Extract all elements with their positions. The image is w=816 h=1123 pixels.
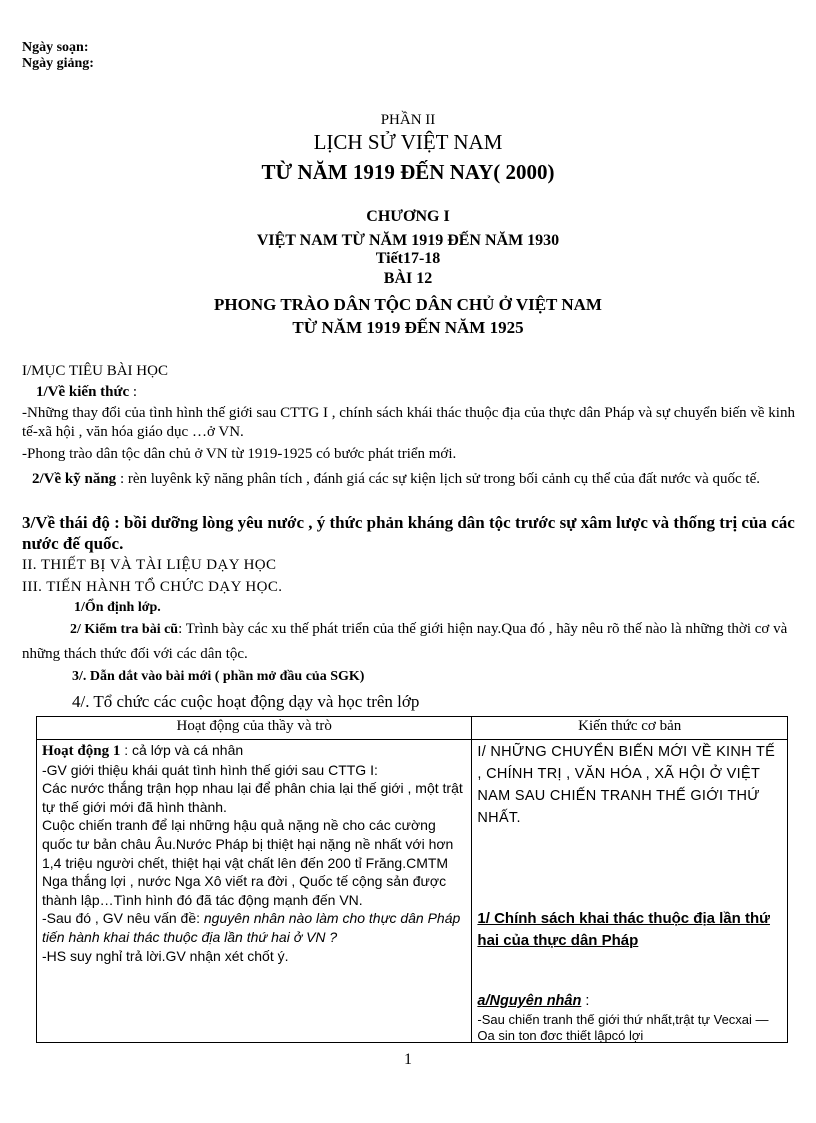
knowledge-text-1: -Những thay đổi của tình hình thế giới sau CTTG I , chính sách khái thác thuộc địa của thực dân Pháp và sự chuyển biến về kinh tế-xã hội , văn hóa giáo dục …ở VN. [22,405,795,440]
activity-line-4 [42,909,466,946]
cause-subheading [477,990,589,1012]
step4-text: 4/. Tổ chức các cuộc hoạt động dạy và học trên lớp [72,692,420,711]
skill-paragraph [22,470,802,489]
policy-subheading [477,908,772,952]
activity-line-3: Cuộc chiến tranh để lại những hậu quả nặng nề cho các cường quốc tư bản châu Âu.Nước Pháp bị thiệt hại nặng nề nhất với hơn 1,4 triệu người chết, thiệt hại vật chất lên đến 200 tỉ Frăng.CMTM Nga thắng lợi , nước Nga Xô viết ra đời , Quốc tế cộng sản được thành lập…Tình hình đó đã tác động mạnh đến VN. [42,817,454,908]
activity-label: Hoạt động 1 [42,743,121,759]
knowledge-heading [36,383,816,402]
skill-text: : rèn luyênk kỹ năng phân tích , đánh giá các sự kiện lịch sử trong bối cảnh cụ thể của đất nước và quốc tế. [116,471,760,487]
knowledge-label: 1/Về kiến thức [36,384,130,400]
lesson-title: PHONG TRÀO DÂN TỘC DÂN CHỦ Ở VIỆT NAM [214,295,602,314]
equipment-heading: II. THIẾT BỊ VÀ TÀI LIỆU DẠY HỌC [22,557,277,573]
cause-colon: : [581,993,590,1009]
date-header [22,40,94,72]
question-text: nguyên nhân nào làm cho thực dân Pháp tiến hành khai thác thuộc địa lần thứ hai ở VN ? [42,910,461,945]
cause-text: -Sau chiến tranh thế giới thứ nhất,trật tự Vecxai — Oa sin ton đơc thiết lậpcó lợi [477,1012,769,1043]
activity-line-5: -HS suy nghỉ trả lời.GV nhận xét chốt ý. [42,947,289,964]
lesson-title-years: TỪ NĂM 1919 ĐẾN NĂM 1925 [292,318,524,337]
main-subtitle: TỪ NĂM 1919 ĐẾN NAY( 2000) [261,160,555,184]
attitude-paragraph [22,512,802,554]
attitude-label: 3/Về thái độ [22,513,110,532]
policy-subheading-text: 1/ Chính sách khai thác thuộc địa lần thứ hai của thực dân Pháp [477,910,770,949]
step2-text: : Trình bày các xu thế phát triển của thế giới hiện nay.Qua đó , hãy nêu rõ thế nào là những thời cơ và những thách thức đối với các dân tộc. [22,621,788,662]
table-row [37,740,788,1043]
knowledge-text-2: -Phong trào dân tộc dân chủ ở VN từ 1919-1925 có bước phát triển mới. [22,446,457,462]
chapter-label: CHƯƠNG I [366,208,450,225]
step2-paragraph [22,617,802,666]
procedure-heading: III. TIẾN HÀNH TỔ CHỨC DẠY HỌC. [22,579,283,595]
lesson-table [36,716,788,1043]
basic-knowledge-header: Kiến thức cơ bản [472,717,788,740]
activity-line-1: -GV giới thiệu khái quát tình hình thế giới sau CTTG I: [42,761,378,778]
step2-label: 2/ Kiểm tra bài cũ [70,622,179,637]
step1-label: 1/Ổn định lớp. [74,600,161,615]
teacher-student-header: Hoạt động của thầy và trò [37,717,472,740]
skill-label: 2/Về kỹ năng [32,471,117,487]
chapter-title: VIỆT NAM TỪ NĂM 1919 ĐẾN NĂM 1930 [256,232,560,249]
teach-date-label: Ngày giảng: [22,56,94,71]
objectives-heading: I/MỤC TIÊU BÀI HỌC [22,363,168,379]
knowledge-cell [472,740,788,1043]
periods-label: Tiết17-18 [375,250,441,267]
activity-line-2: Các nước thắng trận họp nhau lại để phân chia lại thế giới , một trật tự thế giới mới đã hình thành. [42,780,463,815]
page-number: 1 [404,1051,412,1068]
prep-date-label: Ngày soạn: [22,40,89,55]
lesson-number: BÀI 12 [383,270,433,287]
cause-label: a/Nguyên nhân [477,993,582,1009]
activity-scope: : cả lớp và cá nhân [120,742,244,758]
step3-label: 3/. Dẫn dắt vào bài mới ( phần mở đầu của SGK) [72,669,365,684]
activity-cell [37,740,472,1043]
activity-heading [42,741,466,761]
attitude-text: : bồi dưỡng lòng yêu nước , ý thức phản kháng dân tộc trước sự xâm lược và thống trị của các nước đế quốc. [22,513,795,553]
knowledge-section-title: I/ NHỮNG CHUYỂN BIẾN MỚI VỀ KINH TẾ , CHÍNH TRỊ , VĂN HÓA , XÃ HỘI Ở VIỆT NAM SAU CHIẾN TRANH THẾ GIỚI THỨ NHẤT. [477,744,776,826]
knowledge-colon: : [129,384,138,400]
main-title: LỊCH SỬ VIỆT NAM [313,130,503,154]
table-header-row [37,717,788,740]
step4-label [72,692,816,711]
part-label: PHẦN II [380,112,436,128]
question-prefix: -Sau đó , GV nêu vấn đề: [42,910,204,927]
